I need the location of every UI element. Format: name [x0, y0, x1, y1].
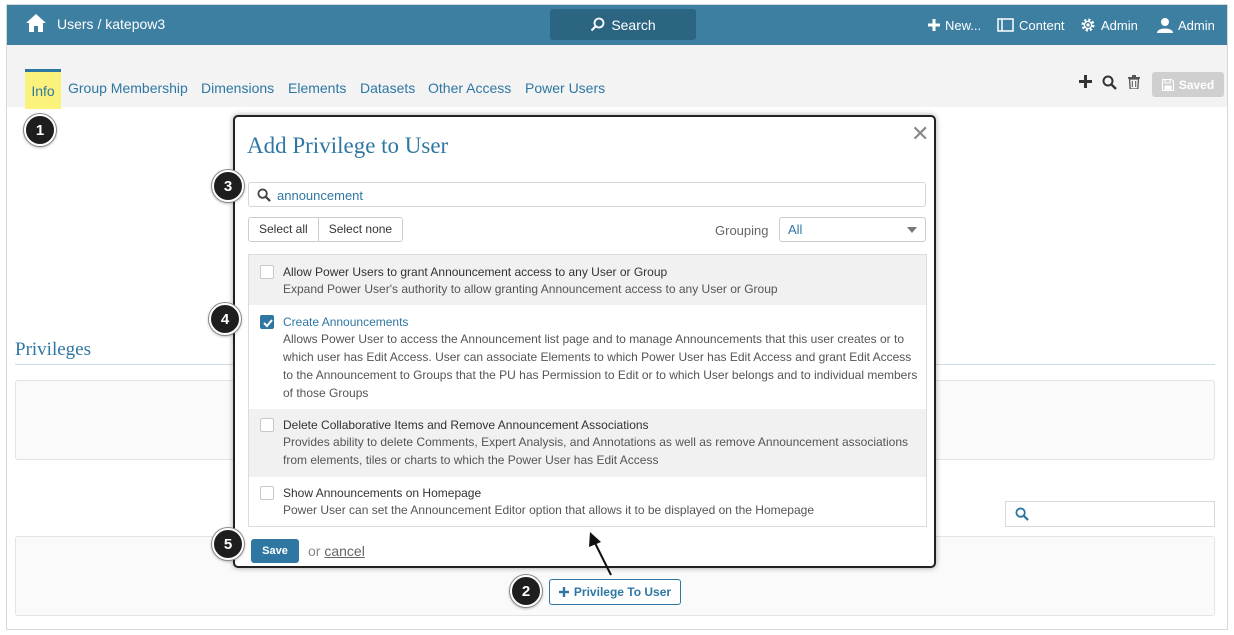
add-privilege-to-user-button[interactable] — [549, 579, 681, 605]
privilege-description: Provides ability to delete Comments, Expert Analysis, and Annotations as well as remove Announcement associations from elements, tiles or charts to which the Power User has Edit Access — [283, 435, 909, 467]
search-icon — [590, 17, 605, 32]
content-menu-label: Content — [1019, 17, 1065, 33]
step-badge-4: 4 — [209, 303, 241, 335]
search-icon — [1102, 75, 1117, 90]
tab-datasets[interactable]: Datasets — [360, 80, 416, 96]
selection-buttons — [248, 217, 403, 242]
tab-group-membership[interactable]: Group Membership — [68, 80, 188, 96]
privilege-checkbox[interactable] — [260, 486, 274, 500]
step-badge-5: 5 — [212, 528, 244, 560]
add-icon-button[interactable] — [1079, 75, 1092, 88]
content-menu[interactable] — [997, 5, 1065, 45]
privileges-heading: Privileges — [15, 339, 91, 360]
privilege-checkbox[interactable] — [260, 265, 274, 279]
tab-elements[interactable]: Elements — [288, 80, 347, 96]
admin-settings-menu[interactable] — [1080, 5, 1138, 45]
or-cancel — [308, 543, 365, 559]
saved-button-label: Saved — [1178, 77, 1215, 92]
saved-button[interactable] — [1152, 72, 1224, 97]
cancel-link[interactable]: cancel — [324, 543, 365, 559]
select-all-button[interactable]: Select all — [249, 218, 318, 241]
step-badge-3: 3 — [212, 170, 244, 202]
plus-icon — [1079, 75, 1092, 88]
tabs-row — [7, 45, 1227, 107]
search-button-label: Search — [611, 16, 656, 33]
top-bar — [7, 5, 1227, 45]
new-menu-label: New... — [945, 17, 982, 33]
breadcrumb[interactable]: Users / katepow3 — [57, 16, 166, 32]
user-icon — [1157, 17, 1173, 33]
search-icon-button[interactable] — [1102, 75, 1117, 90]
close-icon[interactable]: ✕ — [911, 121, 930, 146]
plus-icon — [559, 587, 569, 597]
privilege-filter-input[interactable] — [277, 186, 907, 204]
floppy-icon — [1162, 79, 1174, 91]
privilege-description: Power User can set the Announcement Editor option that allows it to be displayed on the Homepage — [283, 503, 814, 517]
list-item[interactable] — [249, 305, 926, 409]
grouping-select[interactable] — [779, 217, 926, 242]
modal-title: Add Privilege to User — [247, 133, 449, 158]
select-none-button[interactable]: Select none — [318, 218, 402, 241]
grouping-selected-value: All — [788, 222, 803, 237]
privilege-search-input[interactable] — [1005, 501, 1215, 527]
list-item[interactable] — [249, 255, 926, 305]
tab-other-access[interactable]: Other Access — [428, 80, 512, 96]
search-icon — [257, 188, 271, 202]
search-icon — [1015, 507, 1029, 521]
user-menu[interactable] — [1157, 5, 1215, 45]
grouping-label: Grouping — [715, 223, 769, 238]
privilege-checkbox[interactable] — [260, 418, 274, 432]
privilege-list — [248, 254, 927, 527]
delete-icon-button[interactable] — [1128, 75, 1140, 89]
tab-power-users[interactable]: Power Users — [525, 80, 606, 96]
list-item[interactable] — [249, 477, 926, 527]
gear-icon — [1080, 17, 1096, 33]
user-menu-label: Admin — [1178, 17, 1215, 33]
chevron-down-icon — [907, 227, 917, 233]
privilege-title: Show Announcements on Homepage — [283, 486, 482, 500]
add-privilege-modal — [233, 115, 936, 568]
privilege-title: Create Announcements — [283, 315, 409, 329]
privilege-title: Delete Collaborative Items and Remove Announcement Associations — [283, 418, 649, 432]
privilege-filter-field[interactable] — [248, 182, 926, 207]
tab-dimensions[interactable]: Dimensions — [201, 80, 275, 96]
save-button[interactable]: Save — [251, 539, 299, 563]
checkmark-icon — [262, 317, 274, 329]
trash-icon — [1128, 75, 1140, 89]
list-item[interactable] — [249, 409, 926, 477]
window-icon — [997, 18, 1014, 32]
plus-icon — [928, 19, 940, 31]
admin-settings-label: Admin — [1101, 17, 1138, 33]
step-badge-1: 1 — [24, 114, 56, 146]
add-privilege-label: Privilege To User — [573, 585, 672, 599]
privilege-description: Expand Power User's authority to allow granting Announcement access to any User or Group — [283, 282, 778, 296]
tab-info[interactable]: Info — [25, 69, 61, 109]
global-search-button[interactable] — [550, 9, 696, 40]
privilege-title: Allow Power Users to grant Announcement access to any User or Group — [283, 265, 668, 279]
privilege-description: Allows Power User to access the Announcement list page and to manage Announcements that this user creates or to which user has Edit Access. User can associate Elements to which Power User has Edit Access and grant Edit Access to the Announcement to Groups that the PU has Permission to Edit or to which User belongs and to individual members of those Groups — [283, 332, 918, 400]
step-badge-2: 2 — [510, 575, 542, 607]
privilege-checkbox[interactable] — [260, 315, 274, 329]
home-icon[interactable] — [25, 13, 47, 33]
app-window — [6, 4, 1228, 630]
new-menu[interactable] — [928, 5, 981, 45]
or-text: or — [308, 543, 321, 559]
